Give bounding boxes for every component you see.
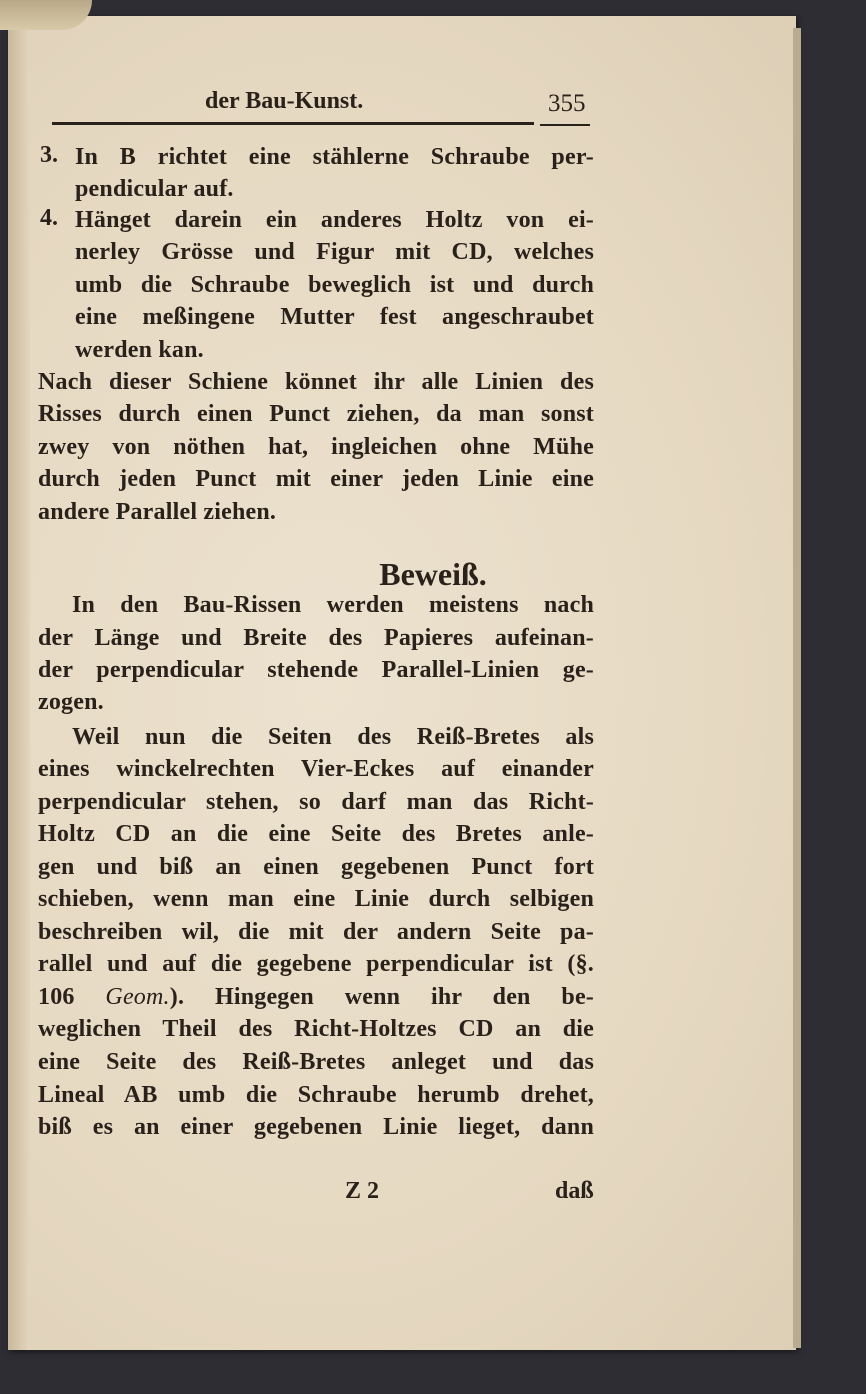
text-line: andere Parallel ziehen.	[38, 499, 277, 525]
text-line-with-reference	[38, 982, 594, 1012]
text-line: schieben, wenn man eine Linie durch selbigen	[38, 886, 594, 912]
text-line: umb die Schraube beweglich ist und durch	[75, 272, 594, 298]
text-line: eine Seite des Reiß-Bretes anleget und das	[38, 1049, 594, 1075]
text-line: der perpendicular stehende Parallel-Linien ge-	[38, 657, 594, 683]
page-number: 355	[548, 90, 586, 117]
text-line: perpendicular stehen, so darf man das Richt-	[38, 789, 594, 815]
catchword: daß	[555, 1178, 594, 1204]
text-line: gen und biß an einen gegebenen Punct fort	[38, 854, 594, 880]
text-line: rallel und auf die gegebene perpendicular ist (§.	[38, 951, 594, 977]
page-gutter	[8, 16, 30, 1350]
text-line: zogen.	[38, 689, 104, 715]
header-rule	[52, 122, 534, 125]
text-line: weglichen Theil des Richt-Holtzes CD an die	[38, 1016, 594, 1042]
text-line: eine meßingene Mutter fest angeschraubet	[75, 304, 594, 330]
page-edge	[793, 28, 801, 1348]
running-title: der Bau-Kunst.	[205, 88, 364, 114]
item-number: 4.	[40, 205, 58, 231]
text-line: Hänget darein ein anderes Holtz von ei-	[75, 207, 594, 233]
text-line: eines winckelrechten Vier-Eckes auf einander	[38, 756, 594, 782]
reference-abbreviation: Geom.	[105, 984, 170, 1010]
text-line: Lineal AB umb die Schraube herumb drehet,	[38, 1082, 594, 1108]
text-line: beschreiben wil, die mit der andern Seite pa-	[38, 919, 594, 945]
text-line: Holtz CD an die eine Seite des Bretes anle-	[38, 821, 594, 847]
text-line: nerley Grösse und Figur mit CD, welches	[75, 239, 594, 265]
text-line: In B richtet eine stählerne Schraube per-	[75, 144, 594, 170]
text-line: biß es an einer gegebenen Linie lieget, dann	[38, 1114, 594, 1140]
text-line: zwey von nöthen hat, ingleichen ohne Mühe	[38, 434, 594, 460]
signature-mark: Z 2	[345, 1178, 380, 1204]
text-line: Risses durch einen Punct ziehen, da man sonst	[38, 401, 594, 427]
text-line: pendicular auf.	[75, 176, 234, 202]
text-line: durch jeden Punct mit einer jeden Linie eine	[38, 466, 594, 492]
item-number: 3.	[40, 142, 58, 168]
text-line: der Länge und Breite des Papieres aufeinan-	[38, 625, 594, 651]
text-line: In den Bau-Rissen werden meistens nach	[72, 592, 594, 618]
text-line: Nach dieser Schiene könnet ihr alle Linien des	[38, 369, 594, 395]
section-number: 106	[38, 984, 75, 1010]
text-line: Weil nun die Seiten des Reiß-Bretes als	[72, 724, 594, 750]
page-number-rule	[540, 124, 590, 126]
text-fragment: ). Hingegen wenn ihr den be-	[169, 984, 594, 1010]
text-line: werden kan.	[75, 337, 204, 363]
section-heading: Beweiß.	[379, 556, 487, 592]
